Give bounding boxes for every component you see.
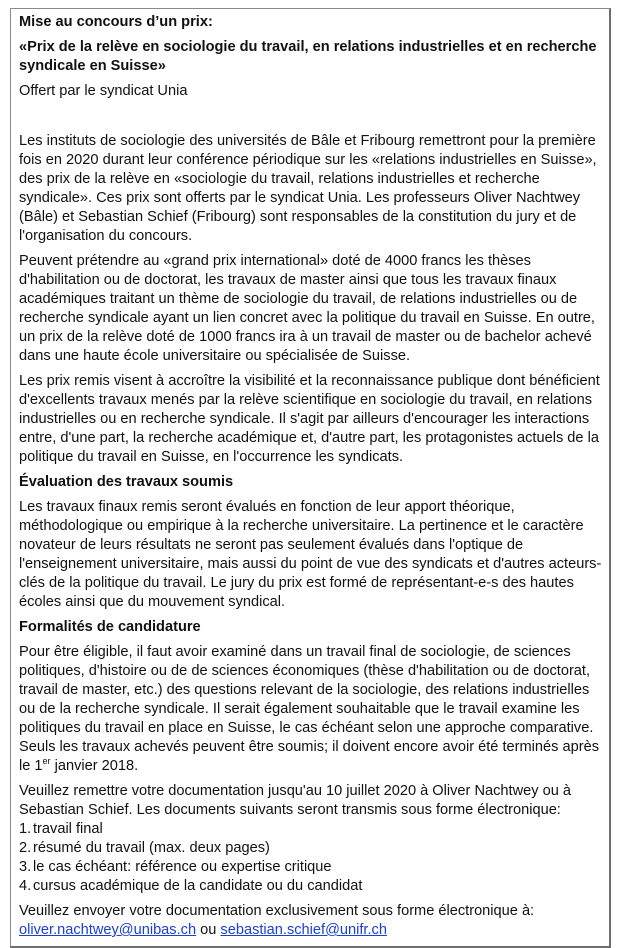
formalities-heading: Formalités de candidature: [19, 619, 201, 635]
list-label: cursus académique de la candidate ou du candidat: [33, 878, 363, 894]
submission-block: [19, 782, 609, 896]
send-instructions: Veuillez envoyer votre documentation exclusivement sous forme électronique à:: [19, 903, 535, 919]
purpose-paragraph: Les prix remis visent à accroître la visibilité et la reconnaissance publique dont bénéficient d'excellents travaux menés par la relève scientifique en sociologie du travail, en relations industrielles ou en recherche syndicale. Il s'agit par ailleurs d'encourager les interactions entre, d'une part, la recherche académique et, d'autre part, les protagonistes actuels de la politique du travail en Suisse, en l'occurrence les syndicats.: [19, 373, 600, 465]
list-number: 2.: [19, 840, 32, 856]
prize-title: «Prix de la relève en sociologie du travail, en relations industrielles et en recherche syndicale en Suisse»: [19, 39, 597, 74]
list-label: le cas échéant: référence ou expertise critique: [33, 859, 332, 875]
documents-list: [19, 820, 609, 896]
list-number: 3.: [19, 859, 32, 875]
announcement-heading: Mise au concours d’un prix:: [19, 14, 213, 30]
email-link-schief[interactable]: sebastian.schief@unifr.ch: [220, 922, 387, 938]
or-text: ou: [196, 922, 221, 938]
evaluation-heading: Évaluation des travaux soumis: [19, 474, 234, 490]
submission-text: Veuillez remettre votre documentation jusqu'au 10 juillet 2020 à Oliver Nachtwey ou à Sebastian Schief. Les documents suivants seront transmis sous forme électronique:: [19, 783, 571, 818]
eligibility-paragraph: Peuvent prétendre au «grand prix international» doté de 4000 francs les thèses d'habilitation ou de doctorat, les travaux de master ainsi que tous les travaux finaux académiques traitant un thème de sociologie du travail, de relations industrielles ou de recherche syndicale ayant un lien concret avec la politique du travail en Suisse. En outre, un prix de la relève doté de 1000 francs ira à un travail de master ou de bachelor achevé dans une haute école universitaire ou spécialisée de Suisse.: [19, 253, 595, 364]
list-item: [19, 820, 609, 839]
evaluation-paragraph: Les travaux finaux remis seront évalués en fonction de leur apport théorique, méthodologique ou empirique à la recherche universitaire. La pertinence et le caractère novateur de leurs résultats ne seront pas seulement évalués dans l'optique de l'enseignement universitaire, mais aussi du point de vue des syndicats et d'autres acteurs-clés de la politique du travail. Le jury du prix est formé de représentant-e-s des hautes écoles ainsi que du mouvement syndical.: [19, 499, 602, 610]
list-label: travail final: [33, 821, 103, 837]
list-label: résumé du travail (max. deux pages): [33, 840, 270, 856]
formalities-paragraph: [19, 643, 609, 776]
ordinal-superscript: er: [42, 756, 51, 766]
formalities-text: Pour être éligible, il faut avoir examiné dans un travail final de sociologie, de sciences politiques, d'histoire ou de de sciences économiques (thèse d'habilitation ou de doctorat, travail de master, etc.) des questions relevant de la sociologie, des relations industrielles ou de la recherche syndicale. Il serait également souhaitable que le travail examine les politiques du travail en place en Suisse, le cas échéant selon une approche comparative. Seuls les travaux achevés peuvent être soumis; il doivent encore avoir été terminés après le 1: [19, 644, 599, 774]
offered-by: Offert par le syndicat Unia: [19, 83, 188, 99]
intro-paragraph: Les instituts de sociologie des universités de Bâle et Fribourg remettront pour la première fois en 2020 durant leur conférence périodique sur les «relations industrielles en Suisse», des prix de la relève en «sociologie du travail, relations industrielles et recherche syndicale». Ces prix sont offerts par le syndicat Unia. Les professeurs Oliver Nachtwey (Bâle) et Sebastian Schief (Fribourg) sont responsables de la constitution du jury et de l'organisation du concours.: [19, 133, 597, 244]
list-number: 1.: [19, 821, 32, 837]
list-item: [19, 858, 609, 877]
email-link-nachtwey[interactable]: oliver.nachtwey@unibas.ch: [19, 922, 197, 938]
list-item: [19, 877, 609, 896]
spacer: [19, 107, 609, 126]
list-item: [19, 839, 609, 858]
announcement-box: [10, 8, 611, 948]
contact-paragraph: [19, 902, 609, 940]
formalities-date: janvier 2018.: [50, 758, 139, 774]
list-number: 4.: [19, 878, 32, 894]
